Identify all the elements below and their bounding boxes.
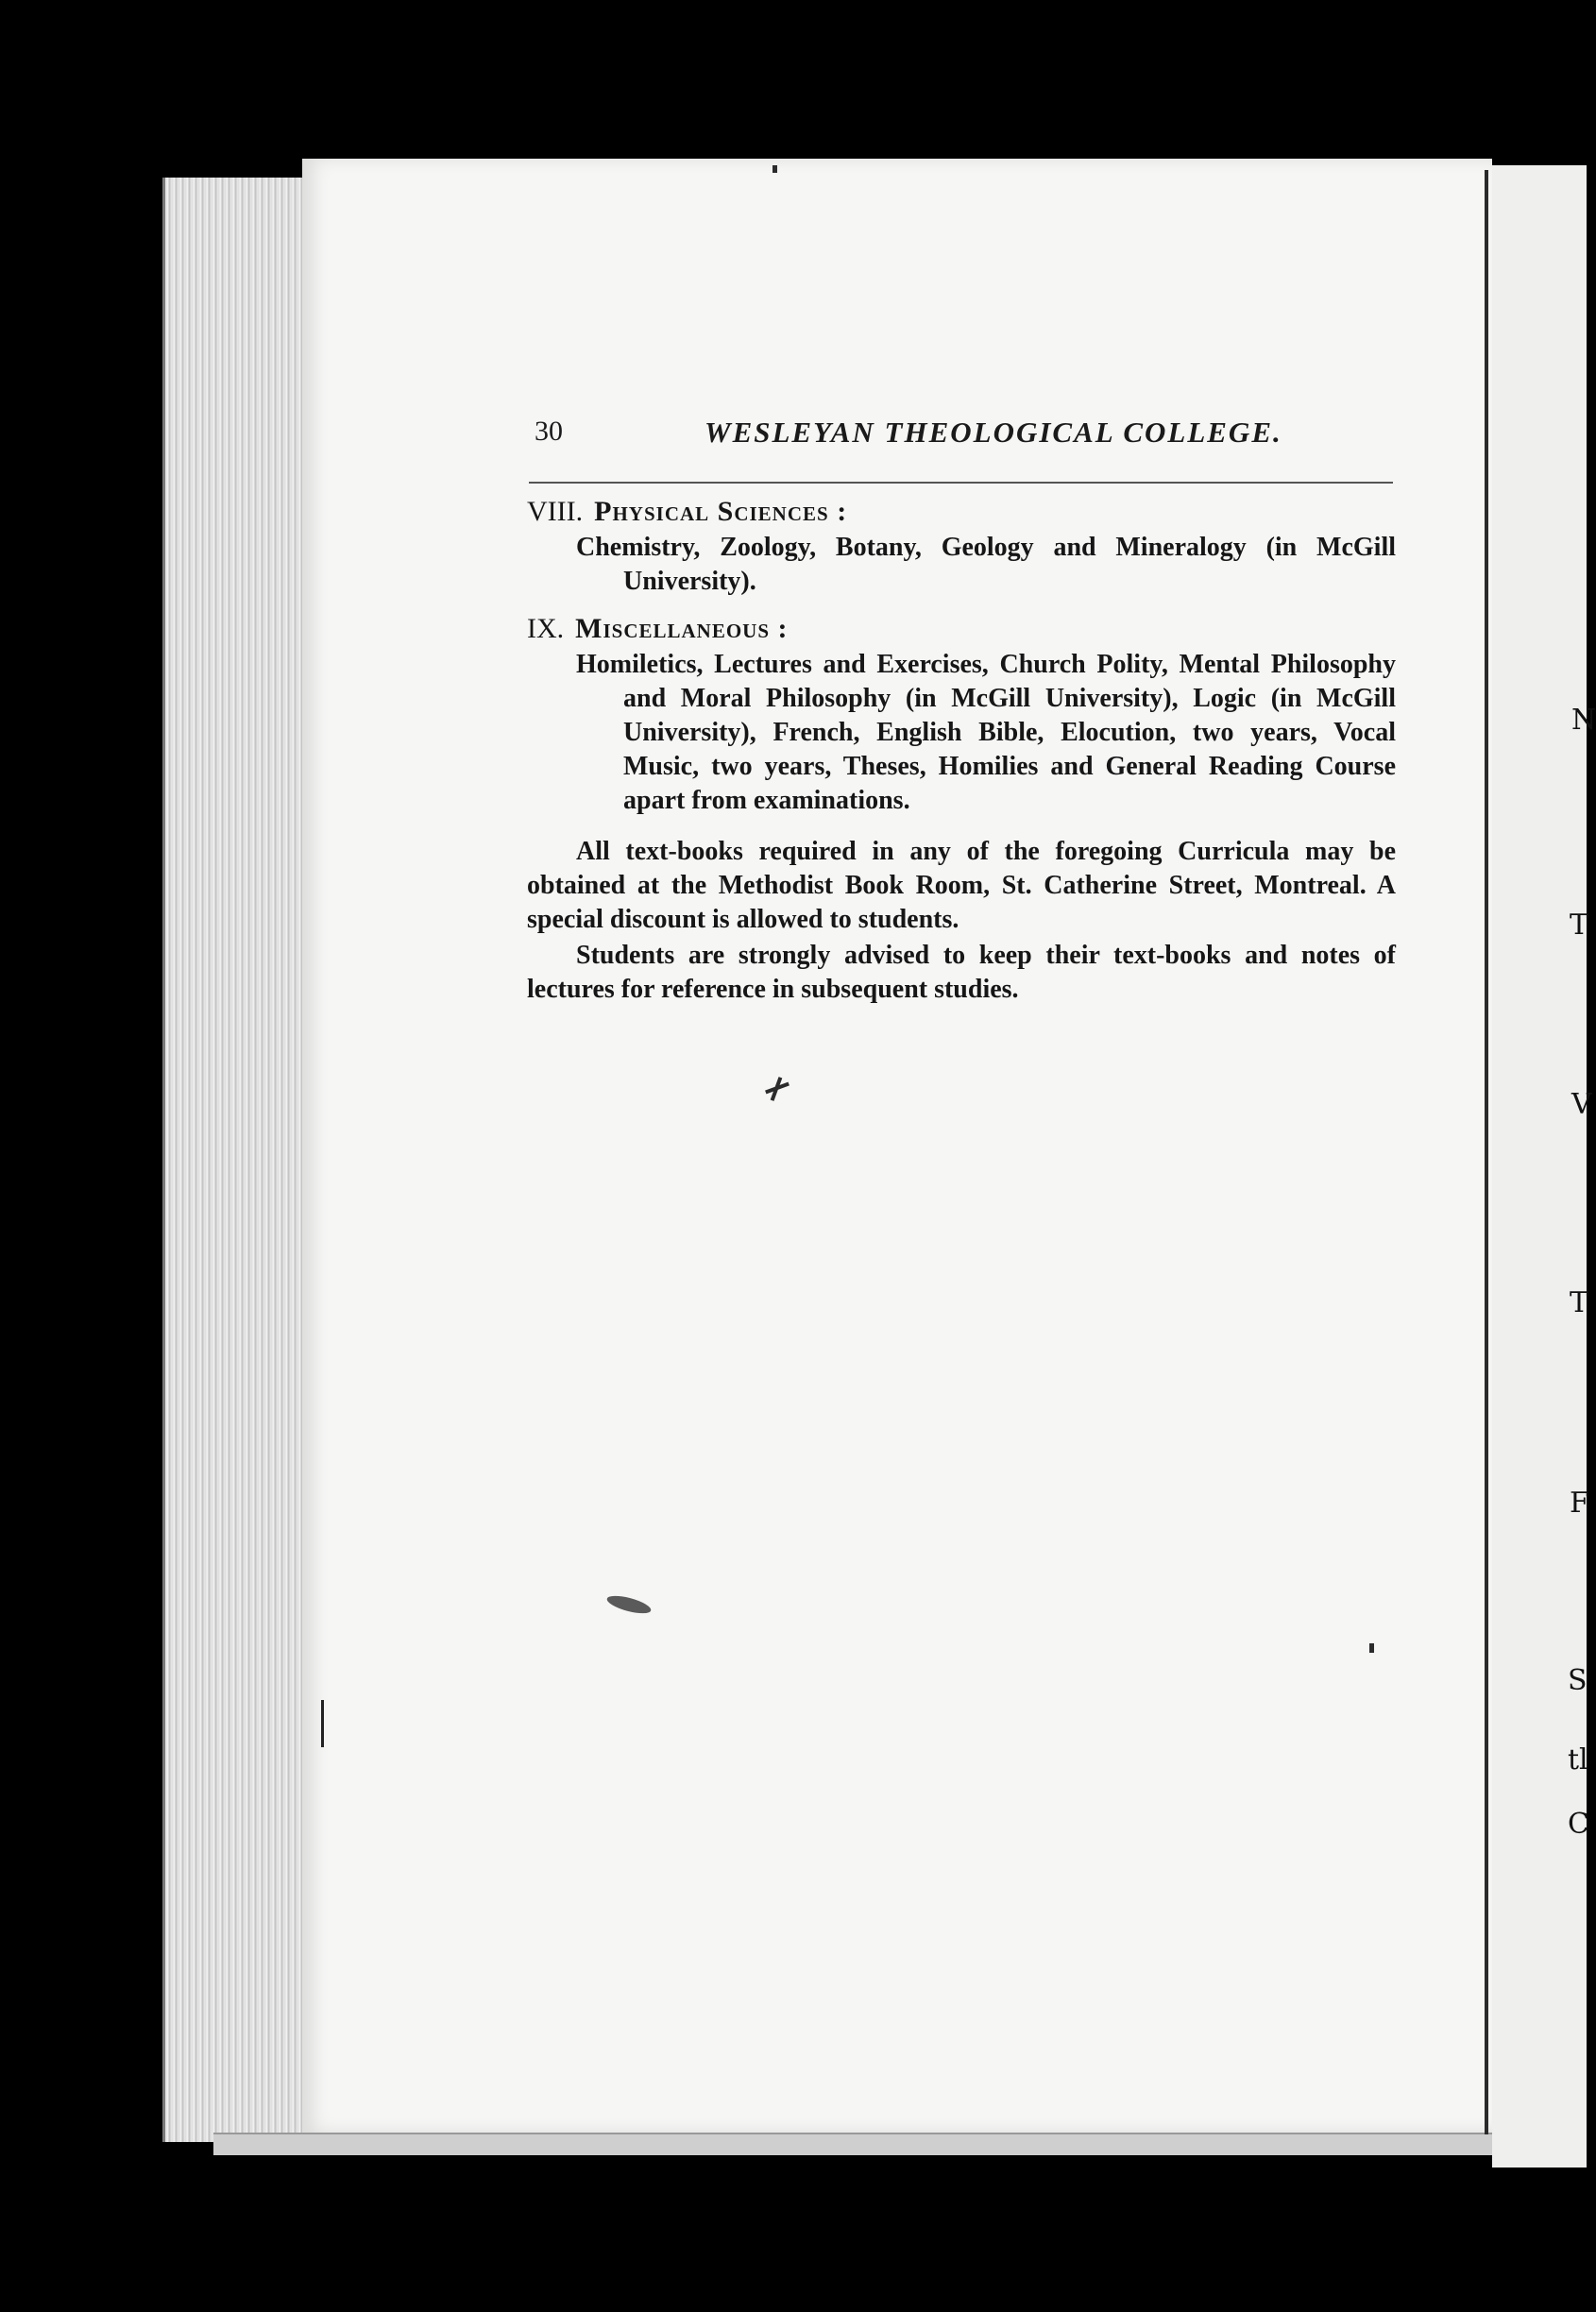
page-edges [162, 178, 316, 2142]
running-title: WESLEYAN THEOLOGICAL COLLEGE. [705, 416, 1282, 449]
running-head [535, 416, 1384, 463]
facing-page [1492, 165, 1587, 2168]
section-numeral: VIII. [527, 496, 584, 527]
facing-page-letter: S [1568, 1664, 1588, 1697]
ink-speck [1369, 1643, 1374, 1653]
page-mark [321, 1700, 324, 1747]
header-rule [529, 482, 1393, 484]
section-text: Chemistry, Zoology, Botany, Geology and Mineralogy (in McGill University). [576, 533, 1396, 596]
facing-page-letter: T [1570, 1286, 1589, 1319]
facing-page-letter: tl [1568, 1743, 1588, 1776]
section-heading [527, 495, 1396, 529]
facing-page-letter: F [1570, 1487, 1589, 1520]
facing-page-letter: V [1571, 1088, 1592, 1121]
section-text: Homiletics, Lectures and Exercises, Church Polity, Mental Philosophy and Moral Philosophy (in McGill University), Logic (in McGill University), French, English Bible, Elocution, two years, Vocal Music, two years, Theses, Homilies and General Reading Course apart from examinations. [576, 650, 1396, 815]
bottom-page-edge [213, 2133, 1498, 2155]
section-heading [527, 612, 1396, 646]
section-title: Miscellaneous : [575, 613, 789, 644]
section-numeral: IX. [527, 613, 565, 644]
page-body [527, 495, 1396, 1007]
book-fold [1485, 170, 1488, 2134]
ink-speck [773, 165, 777, 173]
page-number: 30 [535, 416, 563, 447]
paragraph: All text-books required in any of the foregoing Curricula may be obtained at the Methodist Book Room, St. Catherine Street, Montreal. A special discount is allowed to students. [527, 837, 1396, 934]
paragraph: Students are strongly advised to keep their text-books and notes of lectures for reference in subsequent studies. [527, 941, 1396, 1004]
facing-page-letter: N [1571, 704, 1596, 737]
facing-page-letter: T [1570, 909, 1589, 942]
facing-page-letter: C [1568, 1808, 1589, 1841]
section-title: Physical Sciences : [594, 496, 848, 527]
